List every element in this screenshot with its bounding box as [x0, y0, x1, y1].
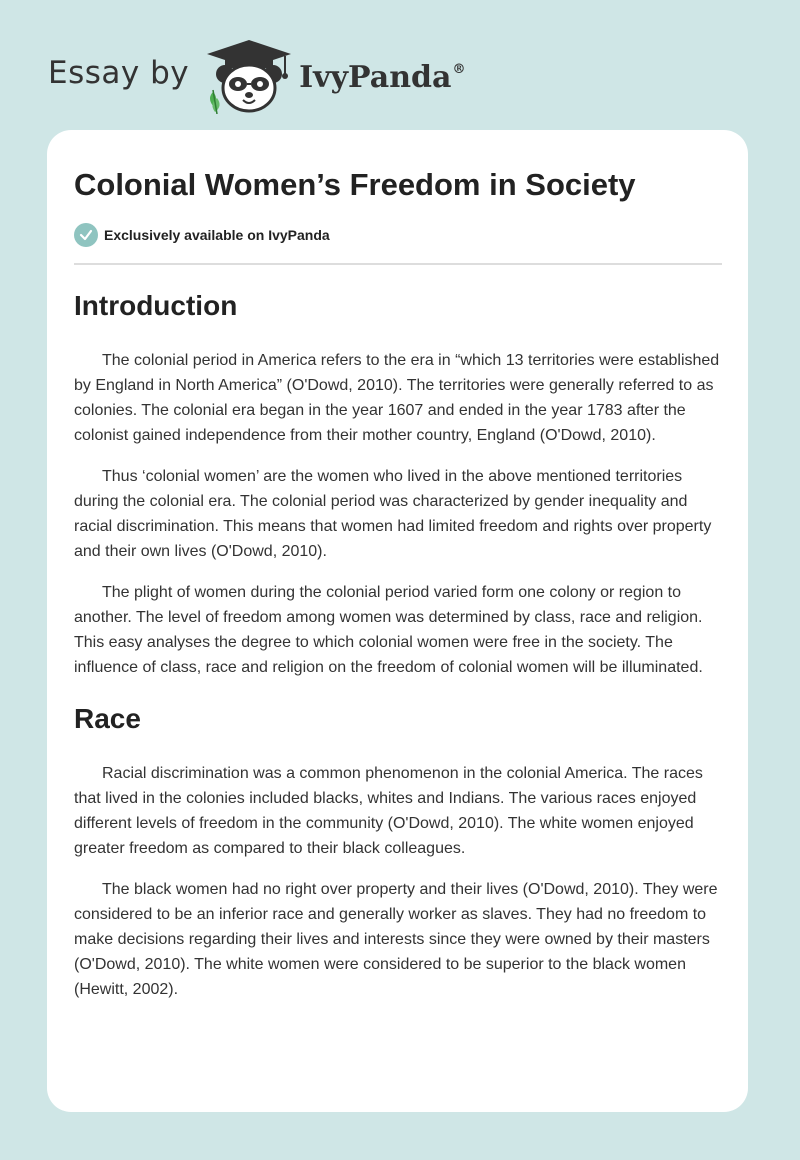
- section-heading-introduction: Introduction: [74, 290, 238, 321]
- site-header: [48, 36, 465, 116]
- paragraph: The colonial period in America refers to the era in “which 13 territories were established by England in North America” (O'Dowd, 2010). The territories were generally referred to as colonies. The colonial era began in the year 1607 and ended in the year 1783 after the colonist gained independence from their mother country, England (O'Dowd, 2010).: [74, 352, 720, 444]
- paragraph: The plight of women during the colonial period varied form one colony or region to another. The level of freedom among women was determined by class, race and religion. This easy analyses the degree to which colonial women were free in the society. The influence of class, race and religion on the freedom of colonial women will be illuminated.: [74, 584, 703, 676]
- panda-graduate-icon: [203, 38, 295, 114]
- brand-label: IvyPanda: [299, 59, 452, 95]
- paragraph: Racial discrimination was a common phenomenon in the colonial America. The races that lived in the colonies included blacks, whites and Indians. The various races enjoyed different levels of freedom in the community (O'Dowd, 2010). The white women enjoyed greater freedom as compared to their black colleagues.: [74, 765, 703, 857]
- section-heading-race: Race: [74, 703, 141, 734]
- check-icon: [74, 223, 98, 247]
- exclusive-badge: [74, 222, 722, 248]
- essay-by-label: Essay by: [48, 55, 190, 91]
- paragraph: The black women had no right over property and their lives (O'Dowd, 2010). They were considered to be an inferior race and generally worker as slaves. They had no freedom to make decisions regarding their lives and interests since they were owned by their masters (O'Dowd, 2010). The white women were considered to be superior to the black women (Hewitt, 2002).: [74, 881, 718, 998]
- registered-mark: ®: [452, 61, 466, 77]
- brand-name[interactable]: [299, 60, 465, 95]
- divider: [74, 263, 722, 265]
- article-title: Colonial Women’s Freedom in Society: [74, 167, 636, 202]
- paragraph: Thus ‘colonial women’ are the women who lived in the above mentioned territories during the colonial era. The colonial period was characterized by gender inequality and racial discrimination. This means that women had limited freedom and rights over property and their own lives (O'Dowd, 2010).: [74, 468, 712, 560]
- badge-text: Exclusively available on IvyPanda: [104, 227, 330, 243]
- article-card: [47, 130, 748, 1112]
